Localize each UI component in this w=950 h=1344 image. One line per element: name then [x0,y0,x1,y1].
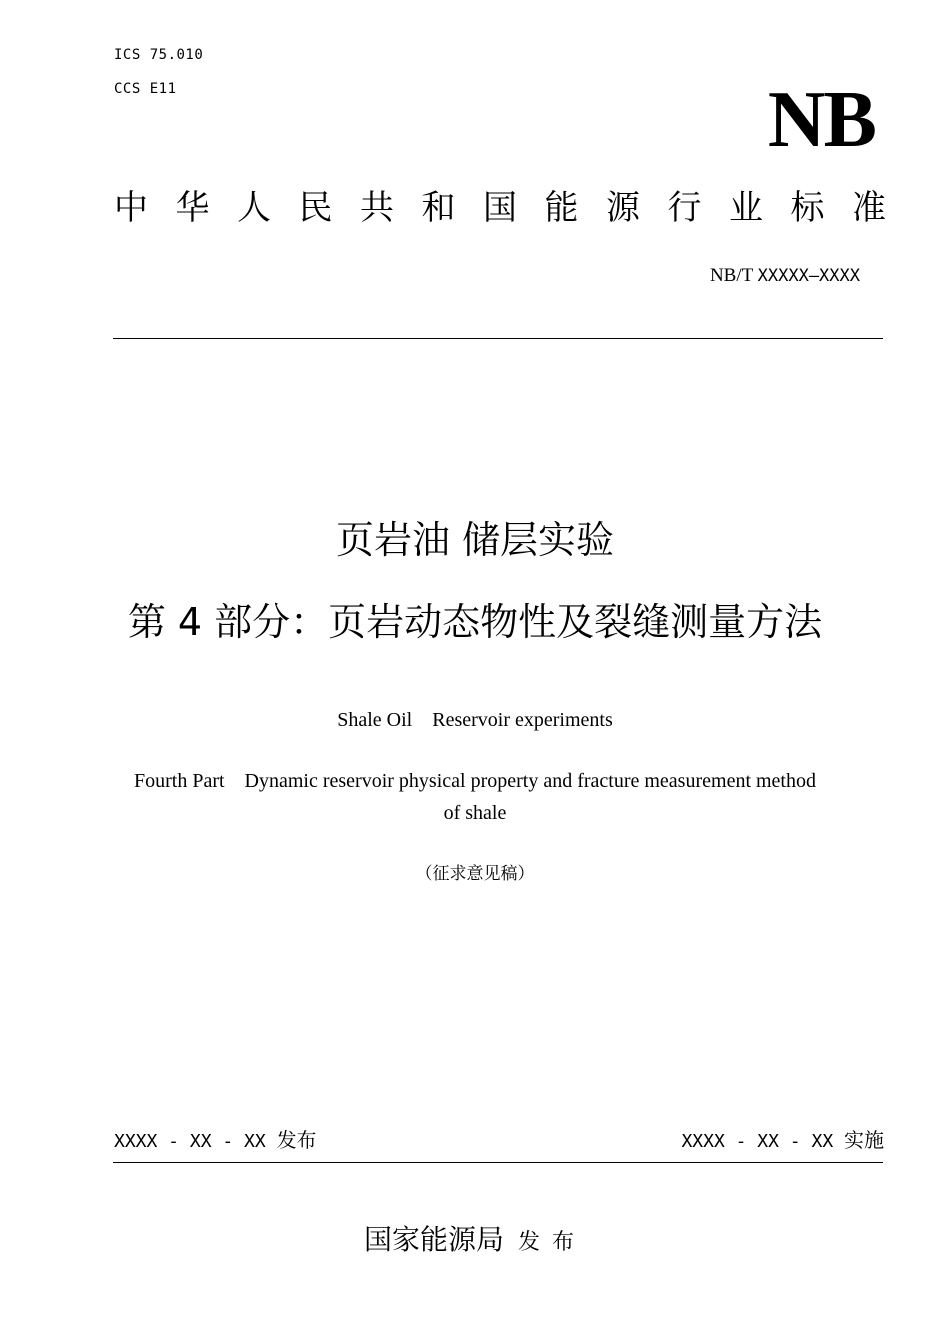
standard-category-title [114,186,886,230]
title-char: 中 [114,188,148,228]
english-title-line-1: Shale Oil Reservoir experiments [337,709,613,731]
issue-date [114,1126,317,1156]
standard-number-prefix: NB/T [709,265,758,286]
issue-date-value: XXXX - XX - XX [114,1131,277,1152]
english-title-line-2: Fourth Part Dynamic reservoir physical property and fracture measurement method [133,770,816,792]
title-char: 华 [175,188,210,228]
chinese-title-line-2: 第 4 部分：页岩动态物性及裂缝测量方法 [127,600,823,644]
nb-logo: NB [767,76,875,164]
title-char: 准 [852,188,886,228]
publisher-line [0,1221,950,1262]
ics-code: ICS 75.010 [114,47,204,63]
standard-number [710,264,860,287]
title-char: 行 [667,188,702,228]
publisher-name: 国家能源局 [363,1223,504,1256]
title-char: 源 [606,188,640,228]
english-title-line-3: of shale [443,802,507,824]
implementation-date-value: XXXX - XX - XX [681,1131,844,1152]
title-char: 和 [421,188,456,228]
title-char: 民 [298,188,333,228]
chinese-title-line-1: 页岩油 储层实验 [335,518,615,562]
top-divider [113,338,883,339]
issue-date-label: 发布 [276,1128,317,1152]
title-char: 业 [729,188,763,228]
title-char: 标 [790,188,825,228]
title-char: 能 [544,188,579,228]
implementation-date-label: 实施 [844,1128,884,1152]
ccs-code: CCS E11 [114,81,177,97]
bottom-divider [113,1162,883,1163]
publisher-action: 发布 [518,1230,587,1255]
draft-note: （征求意见稿） [415,864,535,883]
title-char: 人 [237,188,271,228]
standard-number-code: XXXXX—XXXX [757,266,860,286]
implementation-date [681,1126,884,1156]
title-char: 共 [360,188,394,228]
title-char: 国 [483,188,517,228]
